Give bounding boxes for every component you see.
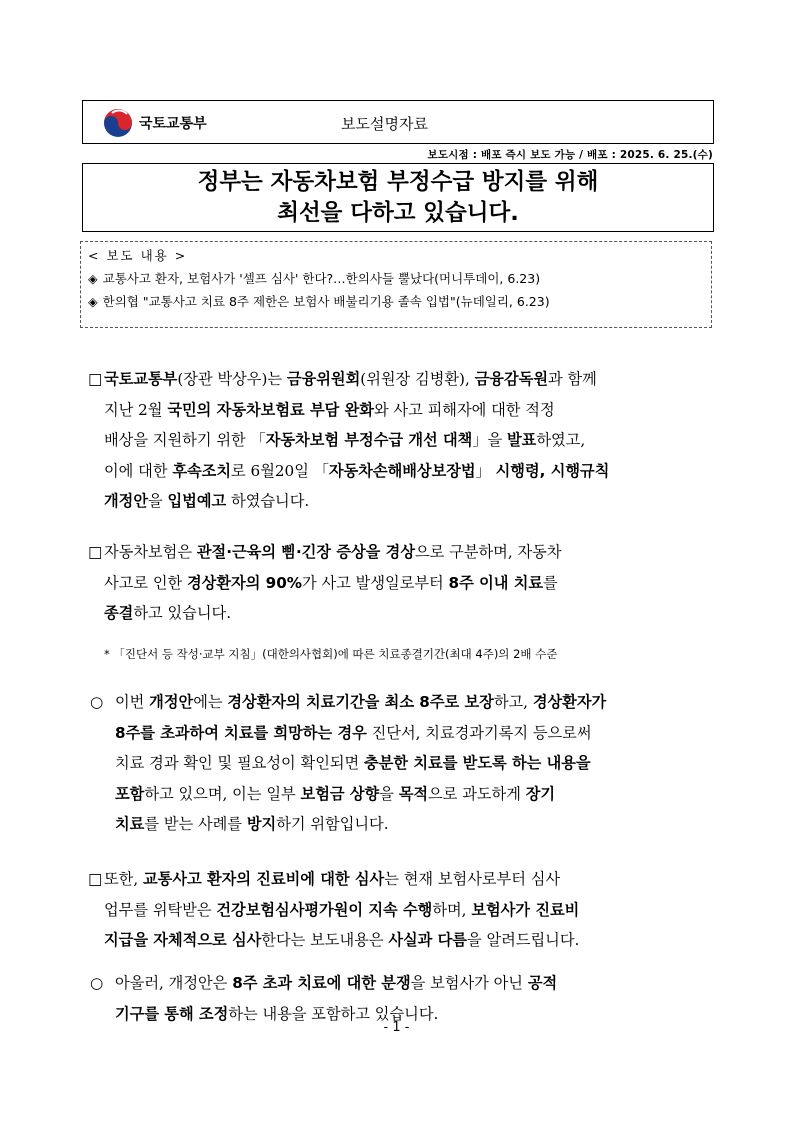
text-line: [104, 456, 713, 487]
bold-text: 사실과 다름: [388, 931, 467, 949]
text-line: [115, 718, 713, 749]
text-run: 진단서, 치료경과기록지 등으로써: [366, 723, 592, 742]
bold-text: 발표: [507, 431, 537, 449]
text-run: 이에 대한: [104, 461, 173, 480]
bold-text: 보험금 상향: [300, 784, 380, 803]
bold-text: 개정안: [104, 492, 149, 510]
text-run: 배상을 지원하기 위한 「: [104, 431, 266, 449]
text-run: 이번: [115, 693, 150, 711]
bold-text: 자동차손해배상보장법: [328, 461, 476, 480]
checkbox-bullet-icon: □: [88, 870, 103, 888]
text-run: 을: [379, 784, 399, 803]
news-summary-box: [80, 241, 712, 328]
paragraph-2: [88, 537, 713, 629]
news-item: ◈ 한의협 "교통사고 치료 8주 제한은 보험사 배불리기용 졸속 입법"(뉴데일리, 6.23): [88, 294, 550, 309]
release-info: 보도시점 : 배포 즉시 보도 가능 / 배포 : 2025. 6. 25.(수): [427, 149, 713, 161]
diamond-bullet-icon: ◈: [88, 294, 98, 309]
text-run: 하고 있으며, 이는 일부: [144, 784, 301, 803]
bold-text: 포함: [115, 784, 145, 803]
text-run: 또한,: [104, 870, 143, 888]
text-line: [115, 968, 713, 999]
bold-text: 목적: [398, 784, 429, 803]
bold-text: 기구를 통해 조정: [115, 1004, 229, 1023]
text-run: 하며,: [432, 900, 472, 919]
text-run: 을 알려드립니다.: [466, 931, 580, 949]
circle-bullet-icon: ○: [90, 974, 104, 992]
text-run: 가 사고 발생일로부터: [302, 573, 449, 592]
checkbox-bullet-icon: □: [88, 370, 103, 388]
text-run: (장관 박상우)는: [177, 370, 287, 388]
bold-text: 개정안: [149, 693, 194, 711]
text-run: 아울러, 개정안은: [115, 974, 233, 992]
text-run: 으로 과도하게: [428, 784, 526, 803]
title-line-2: 최선을 다하고 있습니다.: [277, 200, 519, 226]
text-line: [104, 425, 713, 456]
ministry-logo: [103, 107, 207, 139]
bold-text: 경상환자의 90%: [187, 573, 303, 592]
circle-bullet-icon: ○: [90, 693, 104, 711]
bold-text: 지급을 자체적으로 심사: [104, 931, 262, 949]
text-line: [104, 895, 713, 926]
title-box: [82, 163, 714, 232]
text-line: [115, 748, 713, 779]
text-line: [104, 568, 713, 599]
text-run: 치료 경과 확인 및 필요성이 확인되면: [115, 754, 365, 772]
bold-text: 장기: [525, 784, 556, 803]
bold-text: 국민의 자동차보험료 부담 완화: [167, 400, 374, 419]
page-number: - 1 -: [383, 1020, 410, 1035]
text-line: [104, 364, 713, 395]
text-run: 하는 내용을 포함하고 있습니다.: [228, 1004, 439, 1023]
text-run: 로 6월20일 「: [231, 461, 329, 480]
text-run: 을: [148, 492, 168, 510]
text-run: 하고,: [493, 693, 533, 711]
bold-text: 치료: [115, 815, 145, 833]
bold-text: 관절·근육의 삠·긴장 증상을 경상: [196, 543, 415, 561]
bold-text: 방지: [246, 815, 277, 833]
text-run: 하였고,: [536, 431, 586, 449]
text-run: (위원장 김병환),: [360, 370, 475, 388]
bold-text: 충분한 치료를 받도록 하는 내용을: [364, 754, 591, 772]
bold-text: 8주를 초과하여 치료를 희망하는 경우: [115, 723, 367, 742]
text-line: [104, 537, 713, 568]
text-run: 에는: [193, 693, 228, 711]
bold-text: 시행령, 시행규칙: [495, 461, 610, 480]
sub-paragraph-1: [88, 687, 713, 840]
title-line-1: 정부는 자동차보험 부정수급 방지를 위해: [197, 169, 599, 195]
text-run: 」: [475, 461, 496, 480]
text-run: 사고로 인한: [104, 573, 188, 592]
text-run: 자동차보험은: [104, 543, 197, 561]
text-run: 지난 2월: [104, 400, 168, 419]
text-line: [104, 864, 713, 895]
text-run: 는 현재 보험사로부터 심사: [384, 870, 561, 888]
text-line: [104, 598, 713, 629]
text-run: 를 받는 사례를: [144, 815, 247, 833]
bold-text: 공적: [527, 974, 558, 992]
bold-text: 8주 초과 치료에 대한 분쟁: [232, 974, 411, 992]
document-type: 보도설명자료: [341, 115, 428, 133]
bold-text: 보험사가 진료비: [471, 900, 580, 919]
text-line: [115, 779, 713, 810]
text-run: 하였습니다.: [226, 492, 310, 510]
text-line: [115, 687, 713, 718]
bold-text: 국토교통부: [104, 370, 178, 388]
bold-text: 경상환자가: [532, 693, 607, 711]
bold-text: 금융위원회: [286, 370, 361, 388]
header-box: [82, 100, 714, 144]
bold-text: 건강보험심사평가원이 지속 수행: [216, 900, 433, 919]
bold-text: 금융감독원: [474, 370, 548, 388]
taegeuk-logo-icon: [103, 108, 133, 138]
bold-text: 종결: [104, 604, 134, 622]
footnote: * 「진단서 등 작성·교부 지침」(대한의사협회)에 따른 치료종결기간(최대 4주)의 2배 수준: [104, 647, 558, 661]
diamond-bullet-icon: ◈: [88, 271, 98, 286]
bold-text: 경상환자의 치료기간을 최소 8주로 보장: [227, 693, 494, 711]
text-run: 을 보험사가 아닌: [410, 974, 528, 992]
text-run: 하고 있습니다.: [133, 604, 232, 622]
text-run: 와 사고 피해자에 대한 적정: [373, 400, 555, 419]
text-run: 」을: [472, 431, 507, 449]
bold-text: 교통사고 환자의 진료비에 대한 심사: [143, 870, 385, 888]
text-run: 으로 구분하며, 자동차: [415, 543, 562, 561]
paragraph-3: [88, 864, 713, 956]
news-item: ◈ 교통사고 환자, 보험사가 '셀프 심사' 한다?…한의사들 뿔났다(머니투데이, 6.23): [88, 271, 541, 286]
bold-text: 입법예고: [167, 492, 227, 510]
bold-text: 자동차보험 부정수급 개선 대책: [265, 431, 473, 449]
paragraph-1: [88, 364, 713, 517]
text-line: [104, 925, 713, 956]
news-heading: < 보도 내용 >: [88, 248, 188, 263]
text-run: 과 함께: [548, 370, 597, 388]
checkbox-bullet-icon: □: [88, 543, 103, 561]
text-run: 업무를 위탁받은: [104, 900, 217, 919]
ministry-name: 국토교통부: [139, 116, 207, 132]
text-line: [104, 486, 713, 517]
bold-text: 후속조치: [172, 461, 232, 480]
text-run: 를: [543, 573, 558, 592]
text-run: 하기 위함입니다.: [276, 815, 389, 833]
text-run: 한다는 보도내용은: [261, 931, 389, 949]
bold-text: 8주 이내 치료: [448, 573, 544, 592]
text-line: [104, 395, 713, 426]
text-line: [115, 809, 713, 840]
